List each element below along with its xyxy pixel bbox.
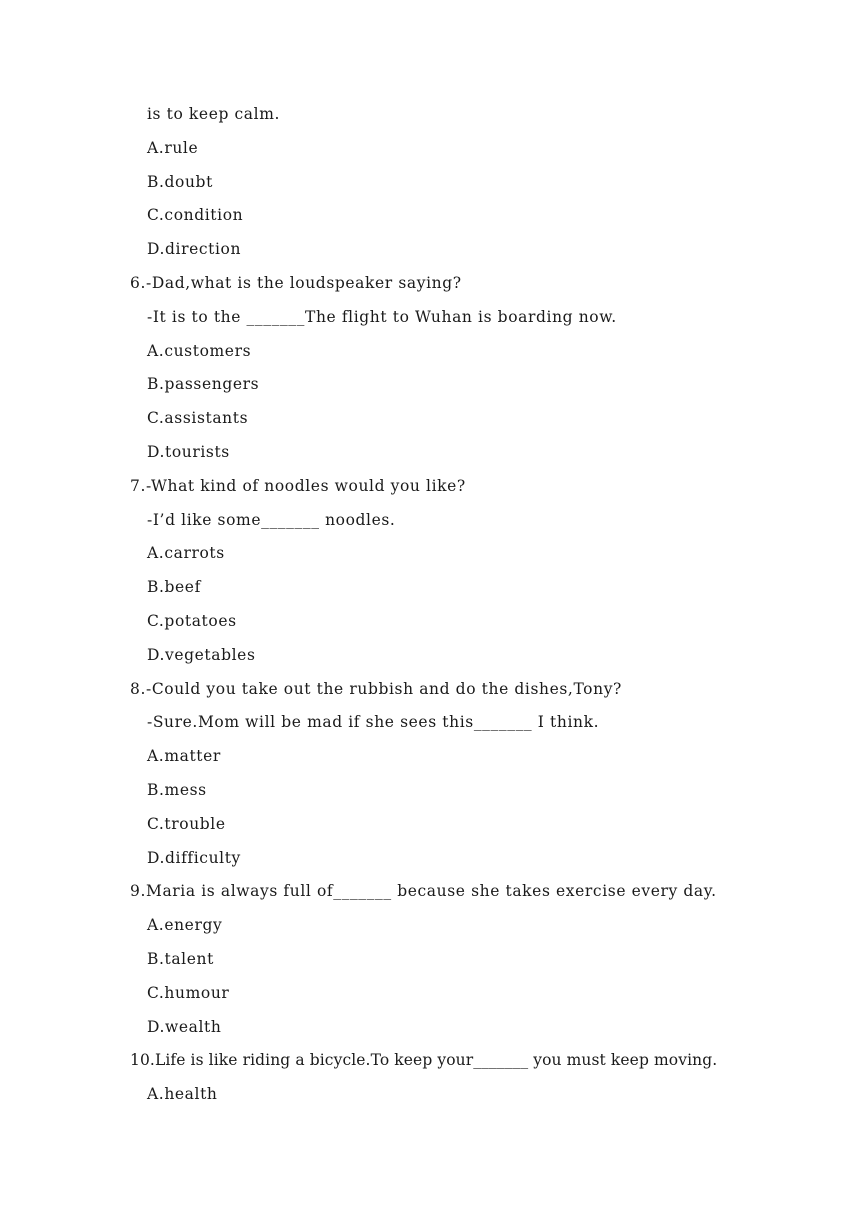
question-line: 9.Maria is always full of_______ because she takes exercise every day. — [130, 882, 717, 901]
text-line: C.humour — [147, 983, 230, 1002]
text-line: B.mess — [147, 780, 207, 799]
question-line: 8.-Could you take out the rubbish and do the dishes,Tony? — [130, 679, 622, 698]
text-line: -I’d like some_______ noodles. — [147, 510, 396, 529]
text-line: D.vegetables — [147, 645, 256, 664]
text-line: C.assistants — [147, 409, 249, 428]
question-line: 6.-Dad,what is the loudspeaker saying? — [130, 273, 462, 292]
text-line: -It is to the _______The flight to Wuhan is boarding now. — [147, 307, 617, 326]
text-line: B.talent — [147, 949, 214, 968]
text-line: B.doubt — [147, 172, 213, 191]
text-line: A.health — [147, 1085, 218, 1104]
text-line: C.trouble — [147, 814, 226, 833]
text-line: A.customers — [147, 341, 252, 360]
question-line: 7.-What kind of noodles would you like? — [130, 476, 466, 495]
text-line: D.direction — [147, 240, 242, 259]
text-line: C.potatoes — [147, 611, 237, 630]
document-page — [0, 98, 860, 1112]
text-line: D.wealth — [147, 1017, 222, 1036]
text-line: A.carrots — [147, 544, 225, 563]
text-line: D.tourists — [147, 442, 230, 461]
text-line: is to keep calm. — [147, 105, 281, 123]
text-line: B.passengers — [147, 375, 260, 394]
text-line: D.difficulty — [147, 848, 241, 867]
text-line: A.rule — [147, 138, 199, 157]
text-line: C.condition — [147, 206, 244, 225]
question-line: 10.Life is like riding a bicycle.To keep your_______ you must keep moving. — [130, 1051, 718, 1070]
text-line: -Sure.Mom will be mad if she sees this_______ I think. — [147, 713, 600, 732]
text-line: B.beef — [147, 578, 201, 597]
text-line: A.matter — [147, 747, 221, 766]
text-line: A.energy — [147, 916, 223, 935]
